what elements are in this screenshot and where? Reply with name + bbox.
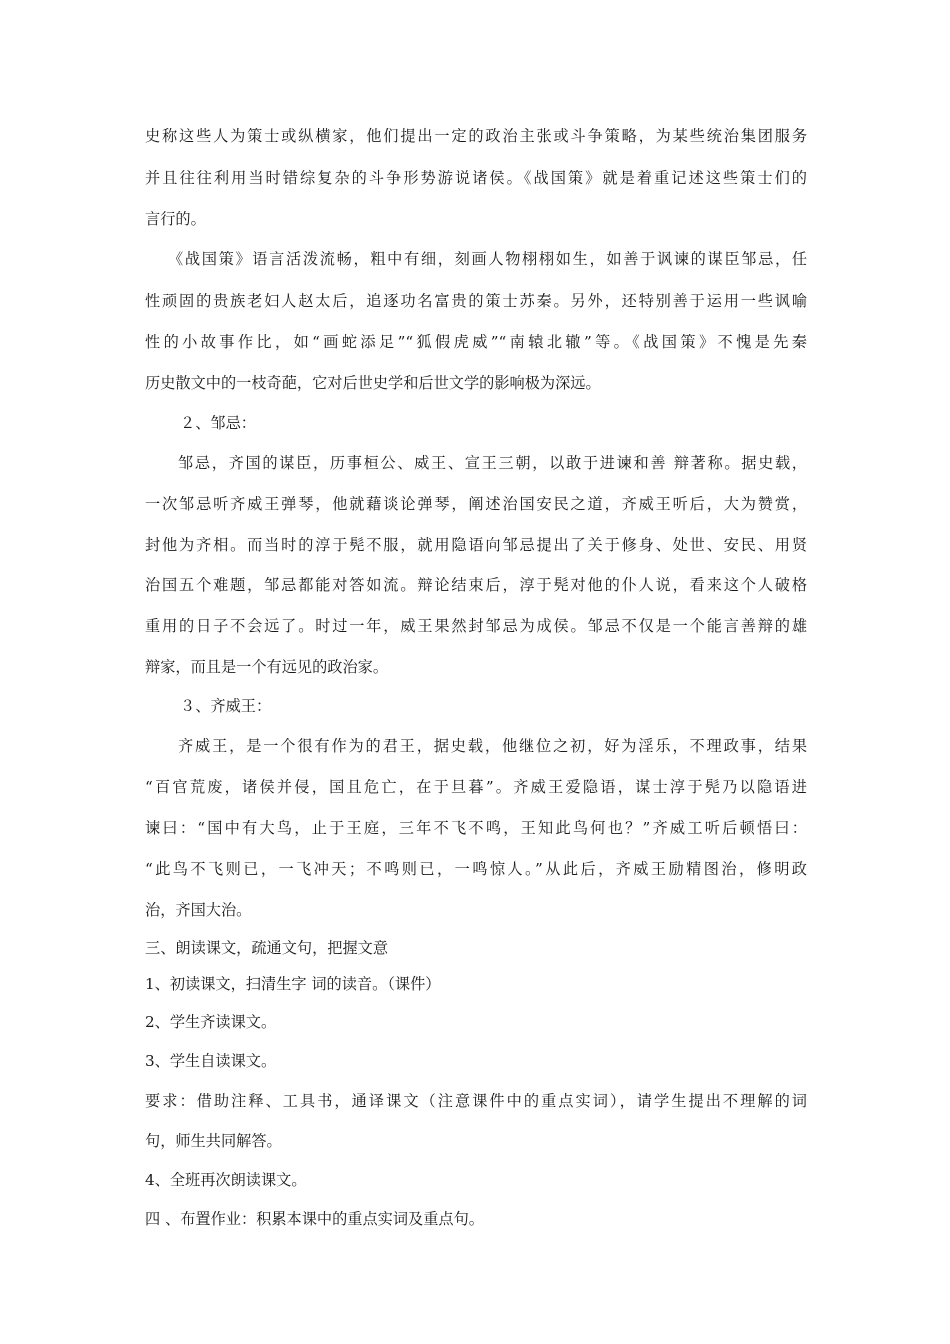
list-item: 3、学生自读课文。 xyxy=(145,1052,277,1070)
text-line: 邹忌，齐国的谋臣，历事桓公、威王、宣王三朝，以敢于进谏和善 辩著称。据史载， xyxy=(178,454,807,472)
section-heading: ３、齐威王： xyxy=(180,697,272,715)
section-heading: ２、邹忌： xyxy=(180,414,256,432)
text-line: 并且往往利用当时错综复杂的斗争形势游说诸侯。《战国策》就是着重记述这些策士们的 xyxy=(145,169,807,187)
list-item: 2、学生齐读课文。 xyxy=(145,1013,277,1031)
text-line: 性顽固的贵族老妇人赵太后，追逐功名富贵的策士苏秦。另外，还特别善于运用一些讽喻 xyxy=(145,292,807,310)
list-item: 4、全班再次朗读课文。 xyxy=(145,1171,307,1189)
text-line: 性的小故事作比，如“画蛇添足”“狐假虎威”“南辕北辙”等。《战国策》不愧是先秦 xyxy=(145,333,807,351)
text-line: 治国五个难题，邹忌都能对答如流。辩论结束后，淳于髡对他的仆人说，看来这个人破格 xyxy=(145,576,807,594)
text-line: 封他为齐相。而当时的淳于髡不服，就用隐语向邹忌提出了关于修身、处世、安民、用贤 xyxy=(145,536,807,554)
section-heading: 四 、布置作业：积累本课中的重点实词及重点句。 xyxy=(145,1210,484,1228)
section-heading: 三、朗读课文，疏通文句，把握文意 xyxy=(145,939,388,957)
text-line: 重用的日子不会远了。时过一年，威王果然封邹忌为成侯。邹忌不仅是一个能言善辩的雄 xyxy=(145,617,807,635)
text-line: 言行的。 xyxy=(145,210,206,228)
text-line: 句，师生共同解答。 xyxy=(145,1132,282,1150)
text-line: “百官荒废，诸侯并侵，国且危亡，在于旦暮”。齐威王爱隐语，谋士淳于髡乃以隐语进 xyxy=(145,778,807,796)
text-line: 谏曰：“国中有大鸟，止于王庭，三年不飞不鸣，王知此鸟何也？”齐威工听后顿悟曰： xyxy=(145,819,807,837)
text-line: 要求：借助注释、工具书，通译课文（注意课件中的重点实词），请学生提出不理解的词 xyxy=(145,1092,807,1110)
text-line: 史称这些人为策士或纵横家，他们提出一定的政治主张或斗争策略，为某些统治集团服务 xyxy=(145,127,807,145)
text-line: 历史散文中的一枝奇葩，它对后世史学和后世文学的影响极为深远。 xyxy=(145,374,601,392)
text-line: 治，齐国大治。 xyxy=(145,901,252,919)
text-line: 齐威王，是一个很有作为的君王，据史载，他继位之初，好为淫乐，不理政事，结果 xyxy=(178,737,807,755)
text-line: 一次邹忌听齐威王弹琴，他就藉谈论弹琴，阐述治国安民之道，齐威王听后，大为赞赏， xyxy=(145,495,807,513)
text-line: “此鸟不飞则已，一飞冲天；不鸣则已，一鸣惊人。”从此后，齐威王励精图治，修明政 xyxy=(145,860,807,878)
text-line: 辩家，而且是一个有远见的政治家。 xyxy=(145,658,388,676)
text-line: 《战国策》语言活泼流畅，粗中有细，刻画人物栩栩如生，如善于讽谏的谋臣邹忌，任 xyxy=(168,250,807,268)
list-item: 1、初读课文，扫清生字 词的读音。（课件） xyxy=(145,975,441,993)
